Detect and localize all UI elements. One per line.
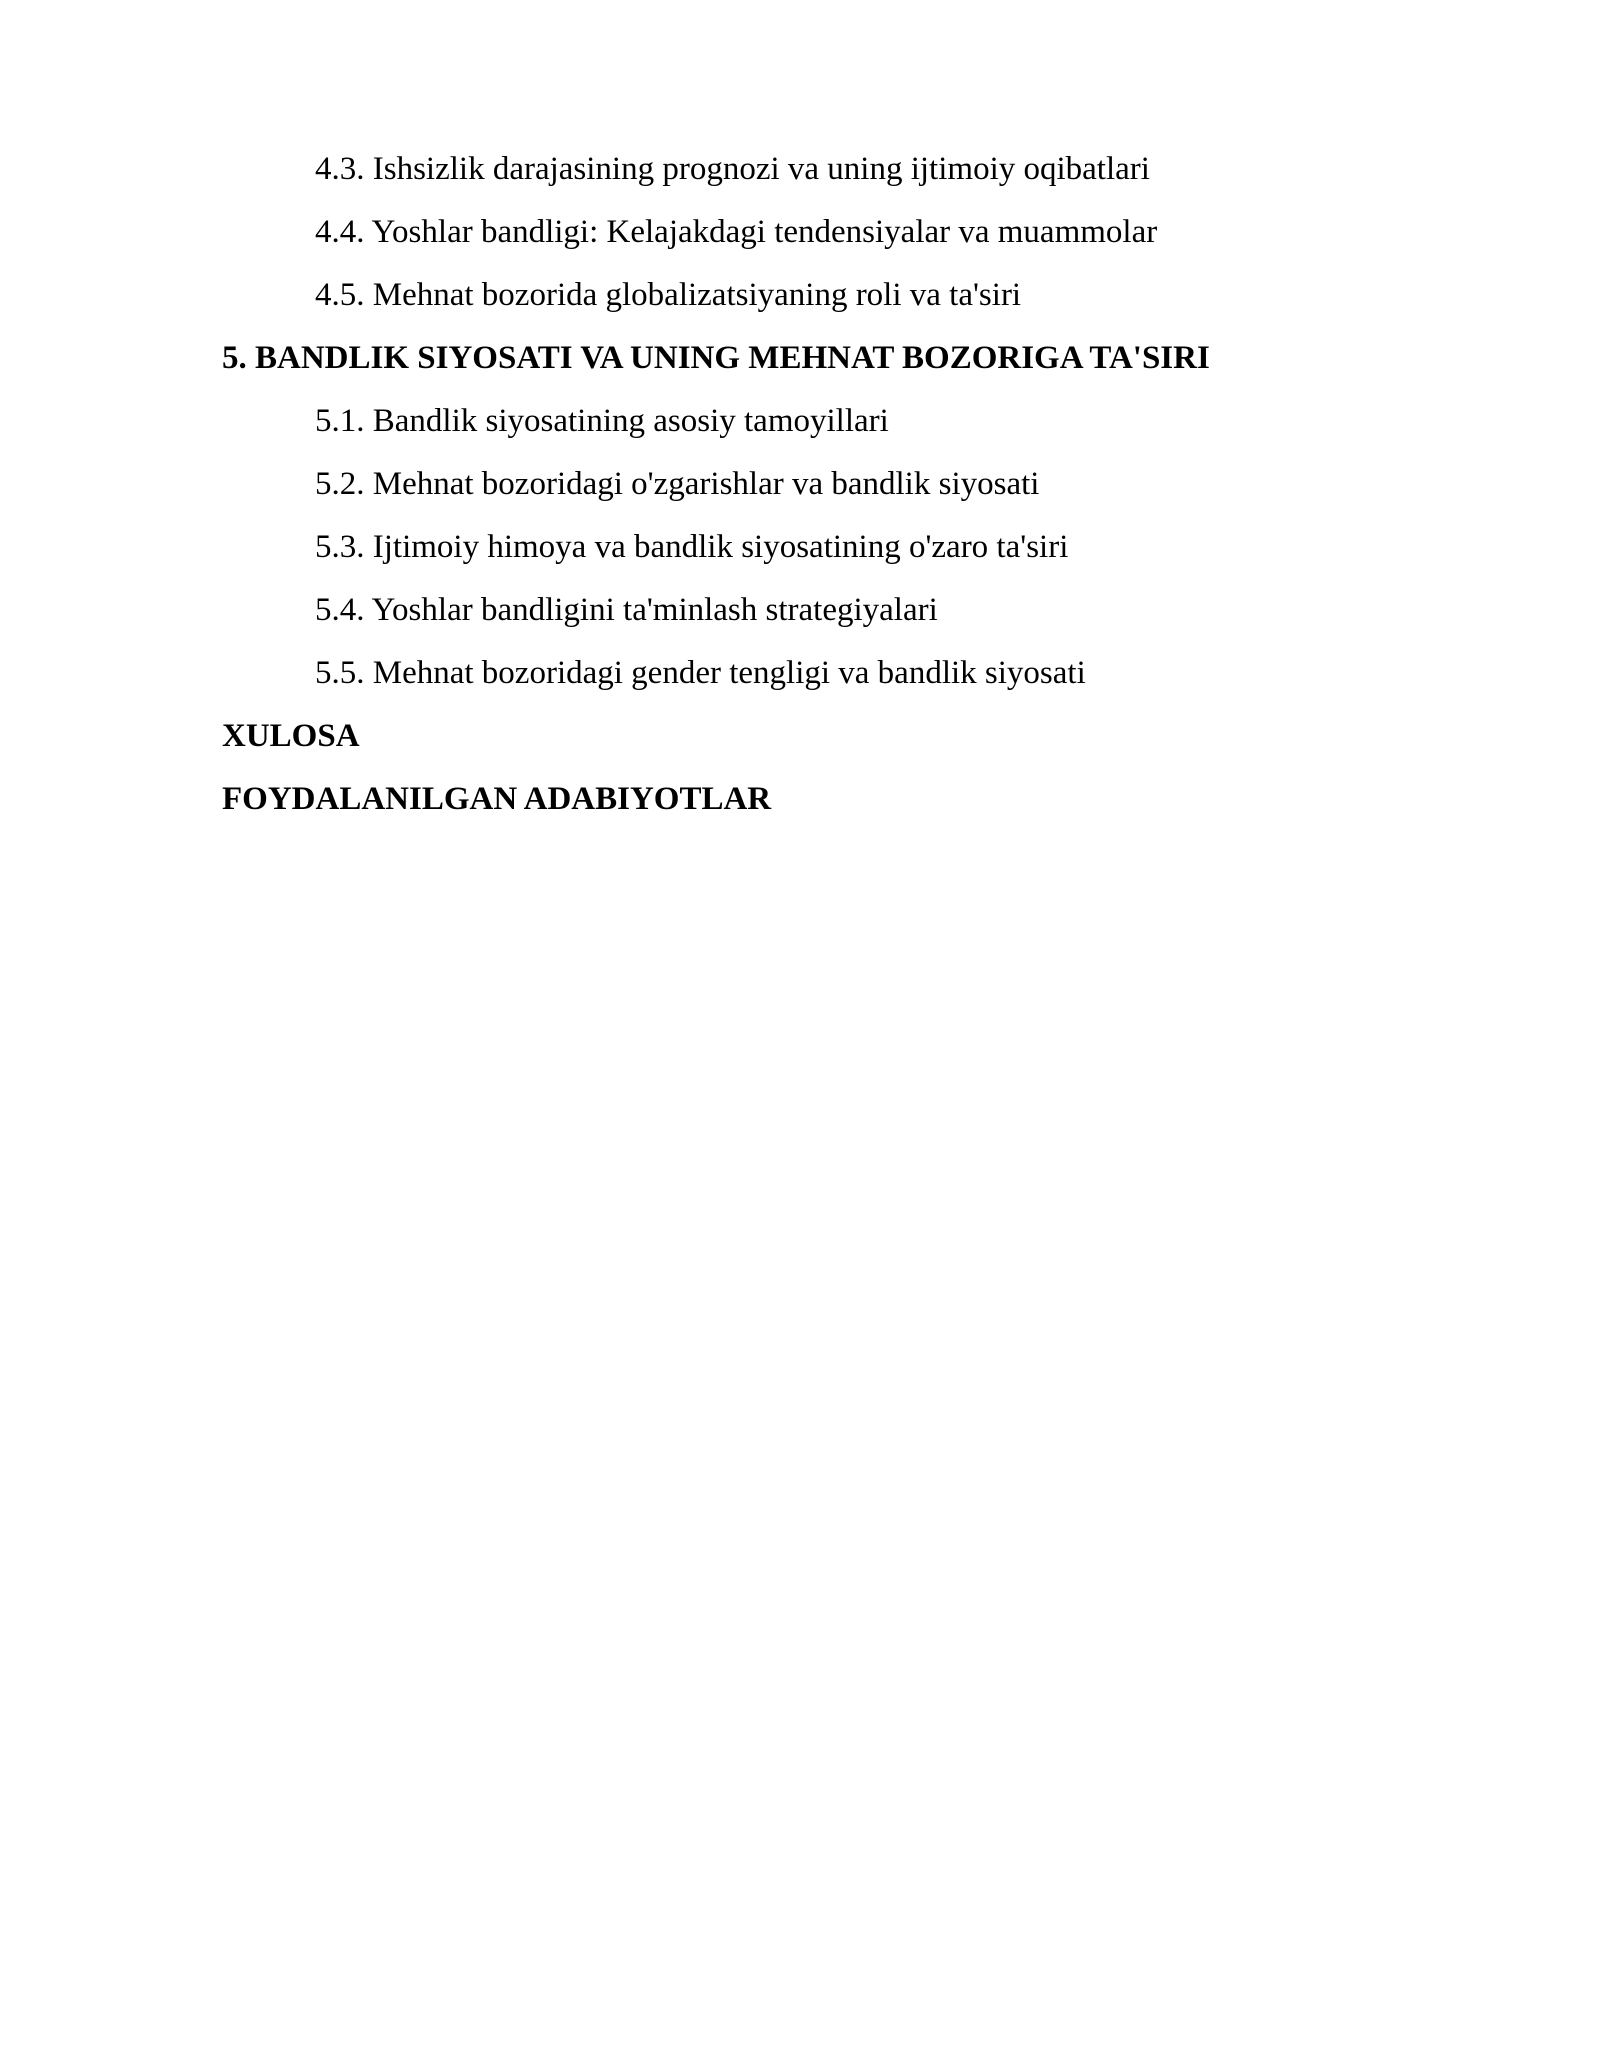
toc-subsection-4-4: 4.4. Yoshlar bandligi: Kelajakdagi tendensiyalar va muammolar [315, 214, 1158, 250]
toc-subsection-4-3: 4.3. Ishsizlik darajasining prognozi va uning ijtimoiy oqibatlari [315, 151, 1150, 187]
toc-subsection-4-5: 4.5. Mehnat bozorida globalizatsiyaning roli va ta'siri [315, 277, 1022, 313]
toc-subsection-5-4: 5.4. Yoshlar bandligini ta'minlash strategiyalari [315, 592, 938, 628]
toc-conclusion: XULOSA [222, 718, 360, 754]
toc-subsection-5-1: 5.1. Bandlik siyosatining asosiy tamoyillari [315, 403, 889, 439]
toc-subsection-5-3: 5.3. Ijtimoiy himoya va bandlik siyosatining o'zaro ta'siri [315, 529, 1069, 565]
toc-subsection-5-5: 5.5. Mehnat bozoridagi gender tengligi va bandlik siyosati [315, 655, 1086, 691]
toc-chapter-5: 5. BANDLIK SIYOSATI VA UNING MEHNAT BOZORIGA TA'SIRI [222, 340, 1210, 376]
table-of-contents [222, 144, 1422, 837]
toc-subsection-5-2: 5.2. Mehnat bozoridagi o'zgarishlar va bandlik siyosati [315, 466, 1040, 502]
toc-references: FOYDALANILGAN ADABIYOTLAR [222, 781, 772, 817]
